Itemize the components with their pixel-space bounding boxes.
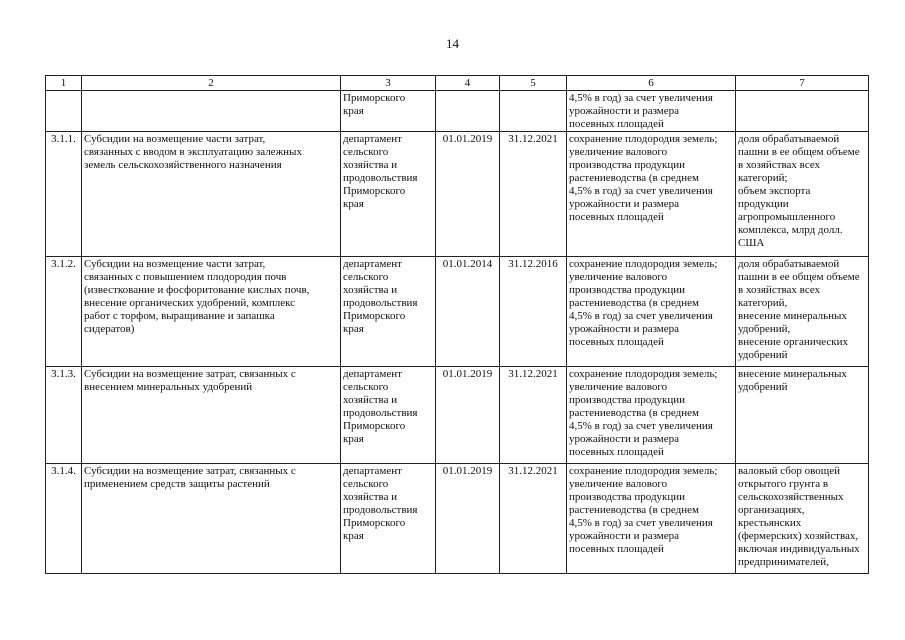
row-number: 3.1.2. <box>46 257 82 367</box>
expected-result: сохранение плодородия земель; увеличение валового производства продукции растениеводства (в среднем 4,5% в год) за счет увеличения урожайности и размера посевных площадей <box>567 132 736 257</box>
end-date: 31.12.2016 <box>500 257 567 367</box>
table-row <box>46 367 869 464</box>
executor: департамент сельского хозяйства и продовольствия Приморского края <box>341 132 436 257</box>
column-header: 7 <box>736 76 869 91</box>
end-date <box>500 91 567 132</box>
indicator: валовый сбор овощей открытого грунта в сельскохозяйственных организациях, крестьянских (фермерских) хозяйствах, включая индивидуальных предпринимателей, <box>736 464 869 574</box>
measure-name <box>82 91 341 132</box>
expected-result: сохранение плодородия земель; увеличение валового производства продукции растениеводства (в среднем 4,5% в год) за счет увеличения урожайности и размера посевных площадей <box>567 464 736 574</box>
table-row <box>46 464 869 574</box>
start-date: 01.01.2019 <box>436 132 500 257</box>
start-date: 01.01.2014 <box>436 257 500 367</box>
executor: Приморского края <box>341 91 436 132</box>
column-header: 1 <box>46 76 82 91</box>
column-header: 6 <box>567 76 736 91</box>
row-number: 3.1.3. <box>46 367 82 464</box>
column-header: 5 <box>500 76 567 91</box>
measure-name: Субсидии на возмещение части затрат, связанных с вводом в эксплуатацию залежных земель сельскохозяйственного назначения <box>82 132 341 257</box>
table-row <box>46 91 869 132</box>
end-date: 31.12.2021 <box>500 367 567 464</box>
executor: департамент сельского хозяйства и продовольствия Приморского края <box>341 367 436 464</box>
executor: департамент сельского хозяйства и продовольствия Приморского края <box>341 464 436 574</box>
measure-name: Субсидии на возмещение затрат, связанных с применением средств защиты растений <box>82 464 341 574</box>
program-table <box>45 75 869 574</box>
end-date: 31.12.2021 <box>500 132 567 257</box>
measure-name: Субсидии на возмещение части затрат, связанных с повышением плодородия почв (известкование и фосфоритование кислых почв, внесение органических удобрений, комплекс работ с торфом, выращивание и запашка сидератов) <box>82 257 341 367</box>
start-date: 01.01.2019 <box>436 464 500 574</box>
indicator: доля обрабатываемой пашни в ее общем объеме в хозяйствах всех категорий, внесение минеральных удобрений, внесение органических удобрений <box>736 257 869 367</box>
table-row <box>46 132 869 257</box>
indicator: доля обрабатываемой пашни в ее общем объеме в хозяйствах всех категорий; объем экспорта продукции агропромышленного комплекса, млрд долл. США <box>736 132 869 257</box>
expected-result: сохранение плодородия земель; увеличение валового производства продукции растениеводства (в среднем 4,5% в год) за счет увеличения урожайности и размера посевных площадей <box>567 257 736 367</box>
expected-result: 4,5% в год) за счет увеличения урожайности и размера посевных площадей <box>567 91 736 132</box>
start-date: 01.01.2019 <box>436 367 500 464</box>
executor: департамент сельского хозяйства и продовольствия Приморского края <box>341 257 436 367</box>
end-date: 31.12.2021 <box>500 464 567 574</box>
indicator: внесение минеральных удобрений <box>736 367 869 464</box>
column-header: 2 <box>82 76 341 91</box>
expected-result: сохранение плодородия земель; увеличение валового производства продукции растениеводства (в среднем 4,5% в год) за счет увеличения урожайности и размера посевных площадей <box>567 367 736 464</box>
page-number: 14 <box>446 36 459 51</box>
row-number <box>46 91 82 132</box>
row-number: 3.1.4. <box>46 464 82 574</box>
indicator <box>736 91 869 132</box>
measure-name: Субсидии на возмещение затрат, связанных с внесением минеральных удобрений <box>82 367 341 464</box>
start-date <box>436 91 500 132</box>
column-header: 3 <box>341 76 436 91</box>
table-row <box>46 257 869 367</box>
column-header: 4 <box>436 76 500 91</box>
table-header-row <box>46 76 869 91</box>
row-number: 3.1.1. <box>46 132 82 257</box>
